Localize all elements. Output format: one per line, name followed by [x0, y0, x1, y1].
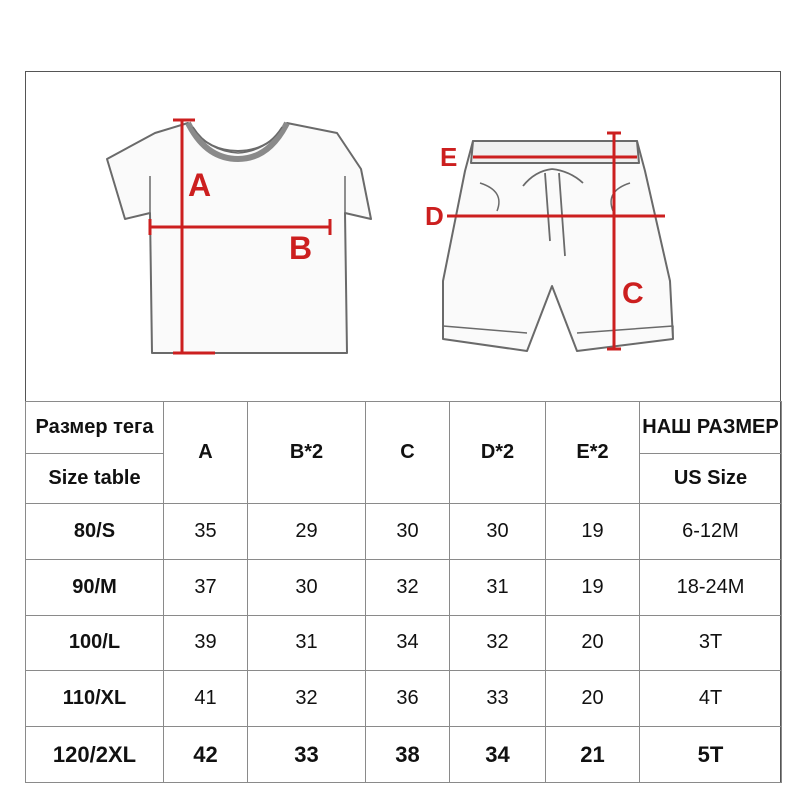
tshirt-sketch	[107, 123, 371, 353]
label-e: E	[440, 142, 458, 172]
col-header-b: B*2	[248, 402, 366, 504]
tag-size-cell: 100/L	[26, 615, 164, 671]
label-c: C	[622, 277, 644, 310]
table-row	[26, 559, 782, 615]
value-cell: 33	[248, 727, 366, 783]
us-size-cell: 18-24M	[640, 559, 782, 615]
shorts-sketch	[443, 141, 673, 351]
col-header-c: C	[366, 402, 450, 504]
us-size-cell: 5T	[640, 727, 782, 783]
value-cell: 32	[248, 671, 366, 727]
size-table	[25, 401, 782, 783]
label-a: A	[188, 167, 212, 203]
value-cell: 19	[546, 503, 640, 559]
value-cell: 34	[450, 727, 546, 783]
value-cell: 36	[366, 671, 450, 727]
tag-size-cell: 120/2XL	[26, 727, 164, 783]
table-row	[26, 503, 782, 559]
tag-size-cell: 110/XL	[26, 671, 164, 727]
value-cell: 21	[546, 727, 640, 783]
last-col-top-cell: НАШ РАЗМЕР	[640, 402, 782, 454]
value-cell: 35	[164, 503, 248, 559]
us-size-cell: 3T	[640, 615, 782, 671]
value-cell: 19	[546, 559, 640, 615]
col-header-d: D*2	[450, 402, 546, 504]
value-cell: 30	[248, 559, 366, 615]
table-header-row	[26, 402, 782, 454]
label-d: D	[425, 201, 444, 231]
value-cell: 37	[164, 559, 248, 615]
tag-size-cell: 90/M	[26, 559, 164, 615]
value-cell: 20	[546, 615, 640, 671]
label-b: B	[289, 230, 313, 266]
corner-top-cell: Размер тега	[26, 402, 164, 454]
table-row	[26, 671, 782, 727]
value-cell: 31	[248, 615, 366, 671]
value-cell: 41	[164, 671, 248, 727]
value-cell: 32	[366, 559, 450, 615]
value-cell: 39	[164, 615, 248, 671]
value-cell: 32	[450, 615, 546, 671]
col-header-e: E*2	[546, 402, 640, 504]
value-cell: 29	[248, 503, 366, 559]
value-cell: 33	[450, 671, 546, 727]
col-header-a: A	[164, 402, 248, 504]
last-col-bottom-cell: US Size	[640, 453, 782, 503]
measurement-diagram	[25, 71, 781, 401]
value-cell: 38	[366, 727, 450, 783]
value-cell: 30	[366, 503, 450, 559]
table-row	[26, 727, 782, 783]
value-cell: 42	[164, 727, 248, 783]
table-row	[26, 615, 782, 671]
value-cell: 31	[450, 559, 546, 615]
value-cell: 20	[546, 671, 640, 727]
corner-bottom-cell: Size table	[26, 453, 164, 503]
us-size-cell: 4T	[640, 671, 782, 727]
us-size-cell: 6-12M	[640, 503, 782, 559]
tag-size-cell: 80/S	[26, 503, 164, 559]
value-cell: 34	[366, 615, 450, 671]
value-cell: 30	[450, 503, 546, 559]
